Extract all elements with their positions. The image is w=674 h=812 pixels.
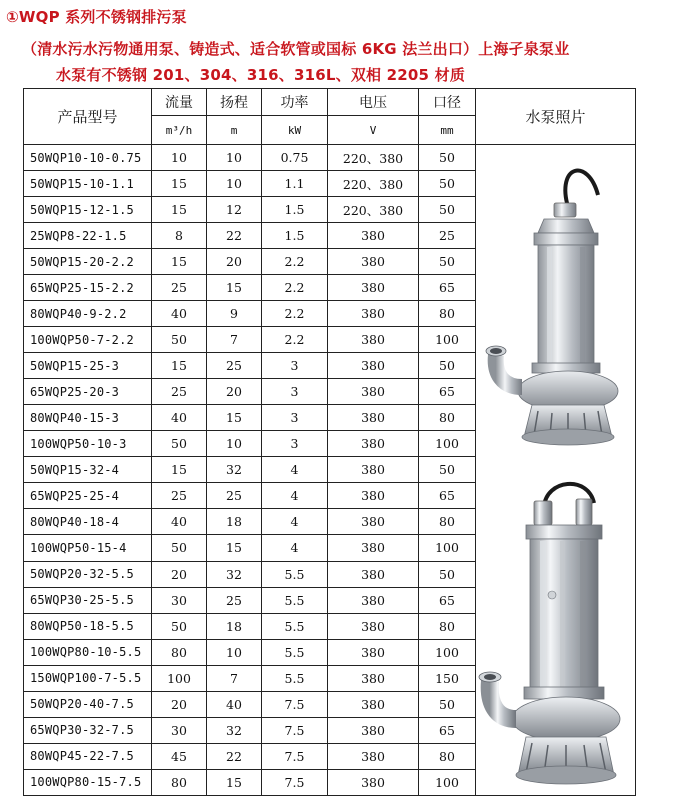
header-diameter: 口径 xyxy=(419,89,476,116)
material-note: 水泵有不锈钢 201、304、316、316L、双相 2205 材质 xyxy=(56,66,466,84)
series-title: ①WQP 系列不锈钢排污泵 xyxy=(6,8,187,26)
cell-head: 32 xyxy=(207,457,262,483)
pump-photos xyxy=(476,145,636,795)
cell-model: 100WQP50-15-4 xyxy=(24,535,152,561)
cell-model: 50WQP15-12-1.5 xyxy=(24,197,152,223)
cell-power: 1.1 xyxy=(262,171,328,197)
cell-power: 2.2 xyxy=(262,327,328,353)
cell-flow: 15 xyxy=(152,353,207,379)
cell-diameter: 100 xyxy=(419,327,476,353)
cell-power: 4 xyxy=(262,483,328,509)
cell-head: 20 xyxy=(207,379,262,405)
cell-flow: 50 xyxy=(152,535,207,561)
cell-power: 7.5 xyxy=(262,743,328,769)
cell-model: 80WQP40-18-4 xyxy=(24,509,152,535)
cell-diameter: 50 xyxy=(419,353,476,379)
cell-model: 50WQP15-20-2.2 xyxy=(24,249,152,275)
header-flow: 流量 xyxy=(152,89,207,116)
cell-voltage: 380 xyxy=(328,535,419,561)
cell-head: 25 xyxy=(207,353,262,379)
cell-head: 15 xyxy=(207,769,262,795)
cell-voltage: 380 xyxy=(328,587,419,613)
cell-flow: 8 xyxy=(152,223,207,249)
cell-flow: 45 xyxy=(152,743,207,769)
cell-head: 20 xyxy=(207,249,262,275)
cell-model: 100WQP80-15-7.5 xyxy=(24,769,152,795)
cell-model: 100WQP80-10-5.5 xyxy=(24,639,152,665)
cell-voltage: 380 xyxy=(328,561,419,587)
cell-head: 32 xyxy=(207,717,262,743)
cell-head: 10 xyxy=(207,145,262,171)
cell-voltage: 380 xyxy=(328,249,419,275)
cell-head: 18 xyxy=(207,613,262,639)
cell-voltage: 380 xyxy=(328,509,419,535)
cell-voltage: 380 xyxy=(328,379,419,405)
cell-diameter: 50 xyxy=(419,197,476,223)
cell-diameter: 50 xyxy=(419,561,476,587)
cell-flow: 100 xyxy=(152,665,207,691)
page-header xyxy=(0,0,674,88)
cell-voltage: 380 xyxy=(328,613,419,639)
cell-flow: 50 xyxy=(152,431,207,457)
cell-power: 5.5 xyxy=(262,613,328,639)
pump-photo-2 xyxy=(476,475,636,795)
cell-power: 3 xyxy=(262,431,328,457)
cell-model: 65WQP25-25-4 xyxy=(24,483,152,509)
cell-model: 50WQP20-40-7.5 xyxy=(24,691,152,717)
header-photo: 水泵照片 xyxy=(476,89,636,145)
cell-power: 2.2 xyxy=(262,275,328,301)
cell-flow: 40 xyxy=(152,509,207,535)
cell-head: 40 xyxy=(207,691,262,717)
unit-diameter: mm xyxy=(419,116,476,145)
cell-diameter: 65 xyxy=(419,587,476,613)
unit-voltage: V xyxy=(328,116,419,145)
cell-power: 4 xyxy=(262,535,328,561)
cell-power: 7.5 xyxy=(262,769,328,795)
cell-diameter: 100 xyxy=(419,639,476,665)
unit-power: kW xyxy=(262,116,328,145)
cell-voltage: 380 xyxy=(328,327,419,353)
cell-head: 10 xyxy=(207,639,262,665)
cell-flow: 40 xyxy=(152,301,207,327)
cell-head: 32 xyxy=(207,561,262,587)
cell-flow: 25 xyxy=(152,275,207,301)
cell-diameter: 80 xyxy=(419,613,476,639)
cell-head: 9 xyxy=(207,301,262,327)
cell-power: 5.5 xyxy=(262,561,328,587)
cell-power: 3 xyxy=(262,379,328,405)
cell-diameter: 65 xyxy=(419,379,476,405)
unit-head: m xyxy=(207,116,262,145)
cell-model: 50WQP15-25-3 xyxy=(24,353,152,379)
header-head: 扬程 xyxy=(207,89,262,116)
cell-diameter: 65 xyxy=(419,717,476,743)
cell-head: 15 xyxy=(207,535,262,561)
series-subtitle: （清水污水污物通用泵、铸造式、适合软管或国标 6KG 法兰出口）上海孑泉泵业 xyxy=(22,40,570,58)
cell-flow: 80 xyxy=(152,639,207,665)
cell-model: 50WQP15-32-4 xyxy=(24,457,152,483)
cell-diameter: 65 xyxy=(419,275,476,301)
spec-table-body xyxy=(24,145,636,796)
cell-diameter: 25 xyxy=(419,223,476,249)
pump-photo-1 xyxy=(476,155,636,455)
cell-voltage: 380 xyxy=(328,717,419,743)
cell-voltage: 380 xyxy=(328,691,419,717)
header-voltage: 电压 xyxy=(328,89,419,116)
cell-diameter: 150 xyxy=(419,665,476,691)
cell-flow: 50 xyxy=(152,613,207,639)
cell-power: 2.2 xyxy=(262,249,328,275)
cell-voltage: 380 xyxy=(328,457,419,483)
cell-head: 22 xyxy=(207,743,262,769)
cell-head: 25 xyxy=(207,483,262,509)
cell-model: 80WQP50-18-5.5 xyxy=(24,613,152,639)
cell-diameter: 50 xyxy=(419,171,476,197)
cell-diameter: 100 xyxy=(419,535,476,561)
cell-diameter: 50 xyxy=(419,145,476,171)
cell-voltage: 220、380 xyxy=(328,145,419,171)
cell-model: 50WQP10-10-0.75 xyxy=(24,145,152,171)
cell-power: 5.5 xyxy=(262,639,328,665)
cell-diameter: 100 xyxy=(419,769,476,795)
cell-power: 1.5 xyxy=(262,223,328,249)
cell-flow: 20 xyxy=(152,561,207,587)
cell-voltage: 380 xyxy=(328,743,419,769)
cell-model: 65WQP25-20-3 xyxy=(24,379,152,405)
cell-model: 80WQP40-15-3 xyxy=(24,405,152,431)
cell-voltage: 380 xyxy=(328,353,419,379)
cell-head: 25 xyxy=(207,587,262,613)
cell-power: 3 xyxy=(262,353,328,379)
cell-model: 80WQP45-22-7.5 xyxy=(24,743,152,769)
cell-power: 7.5 xyxy=(262,717,328,743)
cell-voltage: 380 xyxy=(328,301,419,327)
cell-flow: 30 xyxy=(152,717,207,743)
cell-power: 5.5 xyxy=(262,665,328,691)
cell-flow: 50 xyxy=(152,327,207,353)
header-model: 产品型号 xyxy=(24,89,152,145)
cell-flow: 80 xyxy=(152,769,207,795)
cell-head: 10 xyxy=(207,431,262,457)
cell-voltage: 380 xyxy=(328,431,419,457)
cell-model: 50WQP20-32-5.5 xyxy=(24,561,152,587)
cell-head: 22 xyxy=(207,223,262,249)
cell-voltage: 380 xyxy=(328,769,419,795)
cell-diameter: 80 xyxy=(419,405,476,431)
cell-voltage: 380 xyxy=(328,639,419,665)
cell-flow: 15 xyxy=(152,249,207,275)
cell-voltage: 380 xyxy=(328,405,419,431)
cell-diameter: 50 xyxy=(419,457,476,483)
cell-voltage: 380 xyxy=(328,275,419,301)
cell-model: 25WQP8-22-1.5 xyxy=(24,223,152,249)
header-power: 功率 xyxy=(262,89,328,116)
cell-power: 3 xyxy=(262,405,328,431)
cell-power: 7.5 xyxy=(262,691,328,717)
cell-head: 15 xyxy=(207,275,262,301)
cell-head: 15 xyxy=(207,405,262,431)
cell-flow: 15 xyxy=(152,171,207,197)
cell-model: 100WQP50-10-3 xyxy=(24,431,152,457)
photo-cell xyxy=(476,145,636,796)
cell-model: 100WQP50-7-2.2 xyxy=(24,327,152,353)
cell-flow: 15 xyxy=(152,197,207,223)
cell-flow: 20 xyxy=(152,691,207,717)
cell-voltage: 380 xyxy=(328,665,419,691)
spec-table xyxy=(23,88,636,796)
cell-diameter: 80 xyxy=(419,301,476,327)
cell-voltage: 380 xyxy=(328,223,419,249)
cell-flow: 25 xyxy=(152,483,207,509)
cell-head: 7 xyxy=(207,665,262,691)
cell-power: 5.5 xyxy=(262,587,328,613)
cell-head: 18 xyxy=(207,509,262,535)
cell-flow: 25 xyxy=(152,379,207,405)
cell-power: 1.5 xyxy=(262,197,328,223)
cell-head: 7 xyxy=(207,327,262,353)
cell-voltage: 380 xyxy=(328,483,419,509)
cell-head: 10 xyxy=(207,171,262,197)
cell-model: 150WQP100-7-5.5 xyxy=(24,665,152,691)
cell-flow: 15 xyxy=(152,457,207,483)
cell-diameter: 50 xyxy=(419,691,476,717)
cell-diameter: 50 xyxy=(419,249,476,275)
cell-diameter: 65 xyxy=(419,483,476,509)
cell-power: 4 xyxy=(262,509,328,535)
table-row xyxy=(24,145,636,171)
cell-diameter: 80 xyxy=(419,743,476,769)
cell-model: 65WQP25-15-2.2 xyxy=(24,275,152,301)
cell-power: 0.75 xyxy=(262,145,328,171)
cell-head: 12 xyxy=(207,197,262,223)
cell-voltage: 220、380 xyxy=(328,197,419,223)
unit-flow: m³/h xyxy=(152,116,207,145)
cell-voltage: 220、380 xyxy=(328,171,419,197)
cell-diameter: 100 xyxy=(419,431,476,457)
cell-flow: 10 xyxy=(152,145,207,171)
cell-flow: 30 xyxy=(152,587,207,613)
cell-model: 80WQP40-9-2.2 xyxy=(24,301,152,327)
cell-flow: 40 xyxy=(152,405,207,431)
cell-diameter: 80 xyxy=(419,509,476,535)
cell-model: 65WQP30-25-5.5 xyxy=(24,587,152,613)
cell-power: 4 xyxy=(262,457,328,483)
cell-model: 50WQP15-10-1.1 xyxy=(24,171,152,197)
cell-model: 65WQP30-32-7.5 xyxy=(24,717,152,743)
cell-power: 2.2 xyxy=(262,301,328,327)
